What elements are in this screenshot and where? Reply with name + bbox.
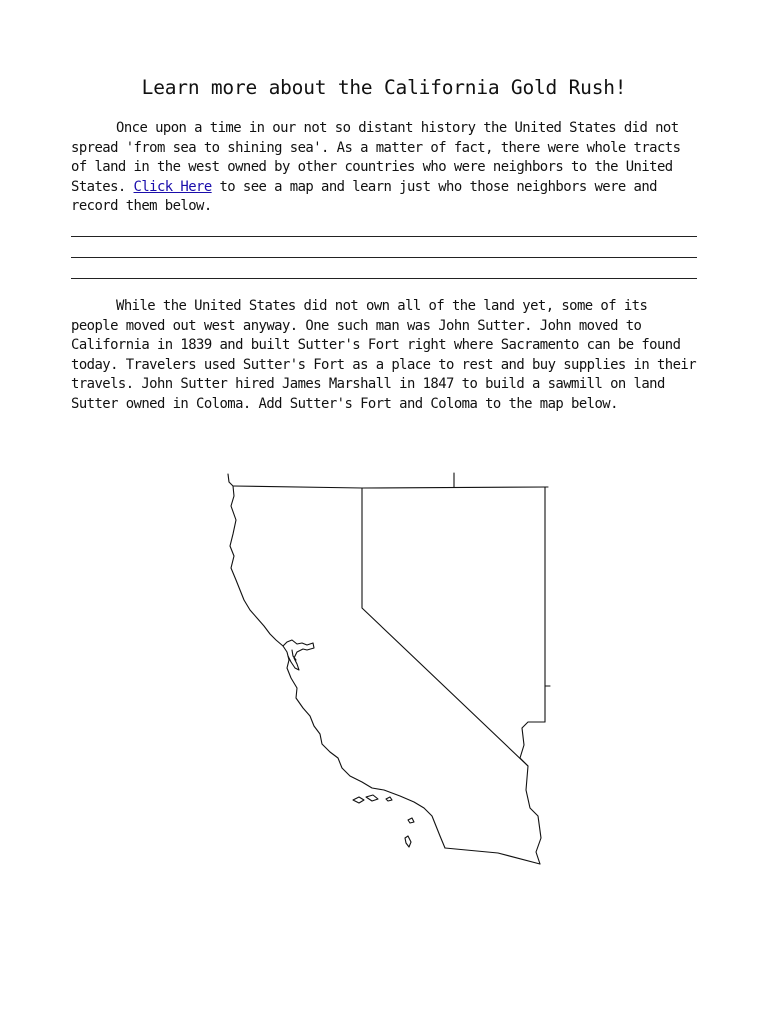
sutter-paragraph: [71, 297, 701, 415]
intro-text-before-link: Once upon a time in our not so distant history the United States did not spread 'from sea to shining sea'. As a matter of fact, there were whole tracts of land in the west owned by other countries who were neighbors to the United States.: [71, 120, 681, 195]
intro-text-after-link: to see a map and learn just who those neighbors were and record them below.: [71, 178, 657, 215]
california-outline-map: [215, 470, 555, 870]
channel-island: [353, 797, 364, 803]
arizona-border-line: [520, 722, 545, 864]
channel-island: [386, 797, 392, 801]
oregon-border-line: [233, 486, 548, 488]
answer-line[interactable]: [71, 257, 697, 258]
answer-line[interactable]: [71, 236, 697, 237]
channel-island: [405, 836, 411, 847]
mexico-border-line: [445, 848, 540, 864]
answer-line[interactable]: [71, 278, 697, 279]
pacific-coastline: [228, 474, 445, 848]
nevada-border-line: [362, 488, 528, 766]
page-title: Learn more about the California Gold Rush!: [141, 76, 627, 99]
channel-island: [408, 818, 414, 823]
channel-island: [366, 795, 378, 801]
sutter-text: While the United States did not own all of the land yet, some of its people moved out west anyway. One such man was John Sutter. John moved to California in 1839 and built Sutter's Fort right where Sacramento can be found today. Travelers used Sutter's Fort as a place to rest and buy supplies in their travels. John Sutter hired James Marshall in 1847 to build a sawmill on land Sutter owned in Coloma. Add Sutter's Fort and Coloma to the map below.: [71, 298, 697, 412]
intro-paragraph: [71, 119, 701, 217]
click-here-link[interactable]: Click Here: [133, 178, 212, 195]
